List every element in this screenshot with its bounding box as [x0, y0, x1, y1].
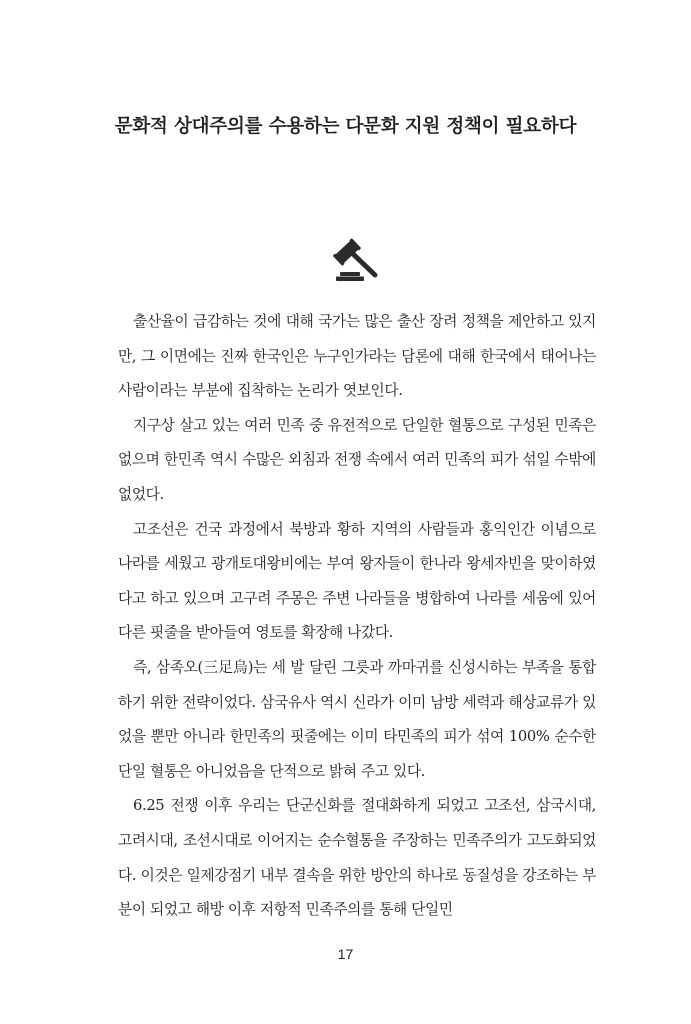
paragraph: 출산율이 급감하는 것에 대해 국가는 많은 출산 장려 정책을 제안하고 있지만, 그 이면에는 진짜 한국인은 누구인가라는 담론에 대해 한국에서 태어나는 사람이라는 부분에 집착하는 논리가 엿보인다.	[118, 313, 596, 400]
page-title: 문화적 상대주의를 수용하는 다문화 지원 정책이 필요하다	[114, 116, 577, 137]
paragraph: 6.25 전쟁 이후 우리는 단군신화를 절대화하게 되었고 고조선, 삼국시대, 고려시대, 조선시대로 이어지는 순수혈통을 주장하는 민족주의가 고도화되었다. 이것은 일제강점기 내부 결속을 위한 방안의 하나로 동질성을 강조하는 부분이 되었고 해방 이후 저항적 민족주의를 통해 단일민	[118, 797, 596, 919]
paragraph: 즉, 삼족오(三足烏)는 세 발 달린 그릇과 까마귀를 신성시하는 부족을 통합하기 위한 전략이었다. 삼국유사 역시 신라가 이미 남방 세력과 해상교류가 있었을 뿐만 아니라 한민족의 핏줄에는 이미 타민족의 피가 섞여 100% 순수한 단일 혈통은 아니었음을 단적으로 밝혀 주고 있다.	[118, 658, 596, 780]
paragraph: 지구상 살고 있는 여러 민족 중 유전적으로 단일한 혈통으로 구성된 민족은 없으며 한민족 역시 수많은 외침과 전쟁 속에서 여러 민족의 피가 섞일 수밖에 없었다.	[118, 416, 596, 503]
paragraph: 고조선은 건국 과정에서 북방과 황하 지역의 사람들과 홍익인간 이념으로 나라를 세웠고 광개토대왕비에는 부여 왕자들이 한나라 왕세자빈을 맞이하였다고 하고 있으며 고구려 주몽은 주변 나라들을 병합하여 나라를 세움에 있어 다른 핏줄을 받아들여 영토를 확장해 나갔다.	[118, 520, 596, 642]
body-text	[118, 305, 596, 928]
gavel-icon	[329, 238, 381, 282]
page-number: 17	[337, 946, 354, 962]
